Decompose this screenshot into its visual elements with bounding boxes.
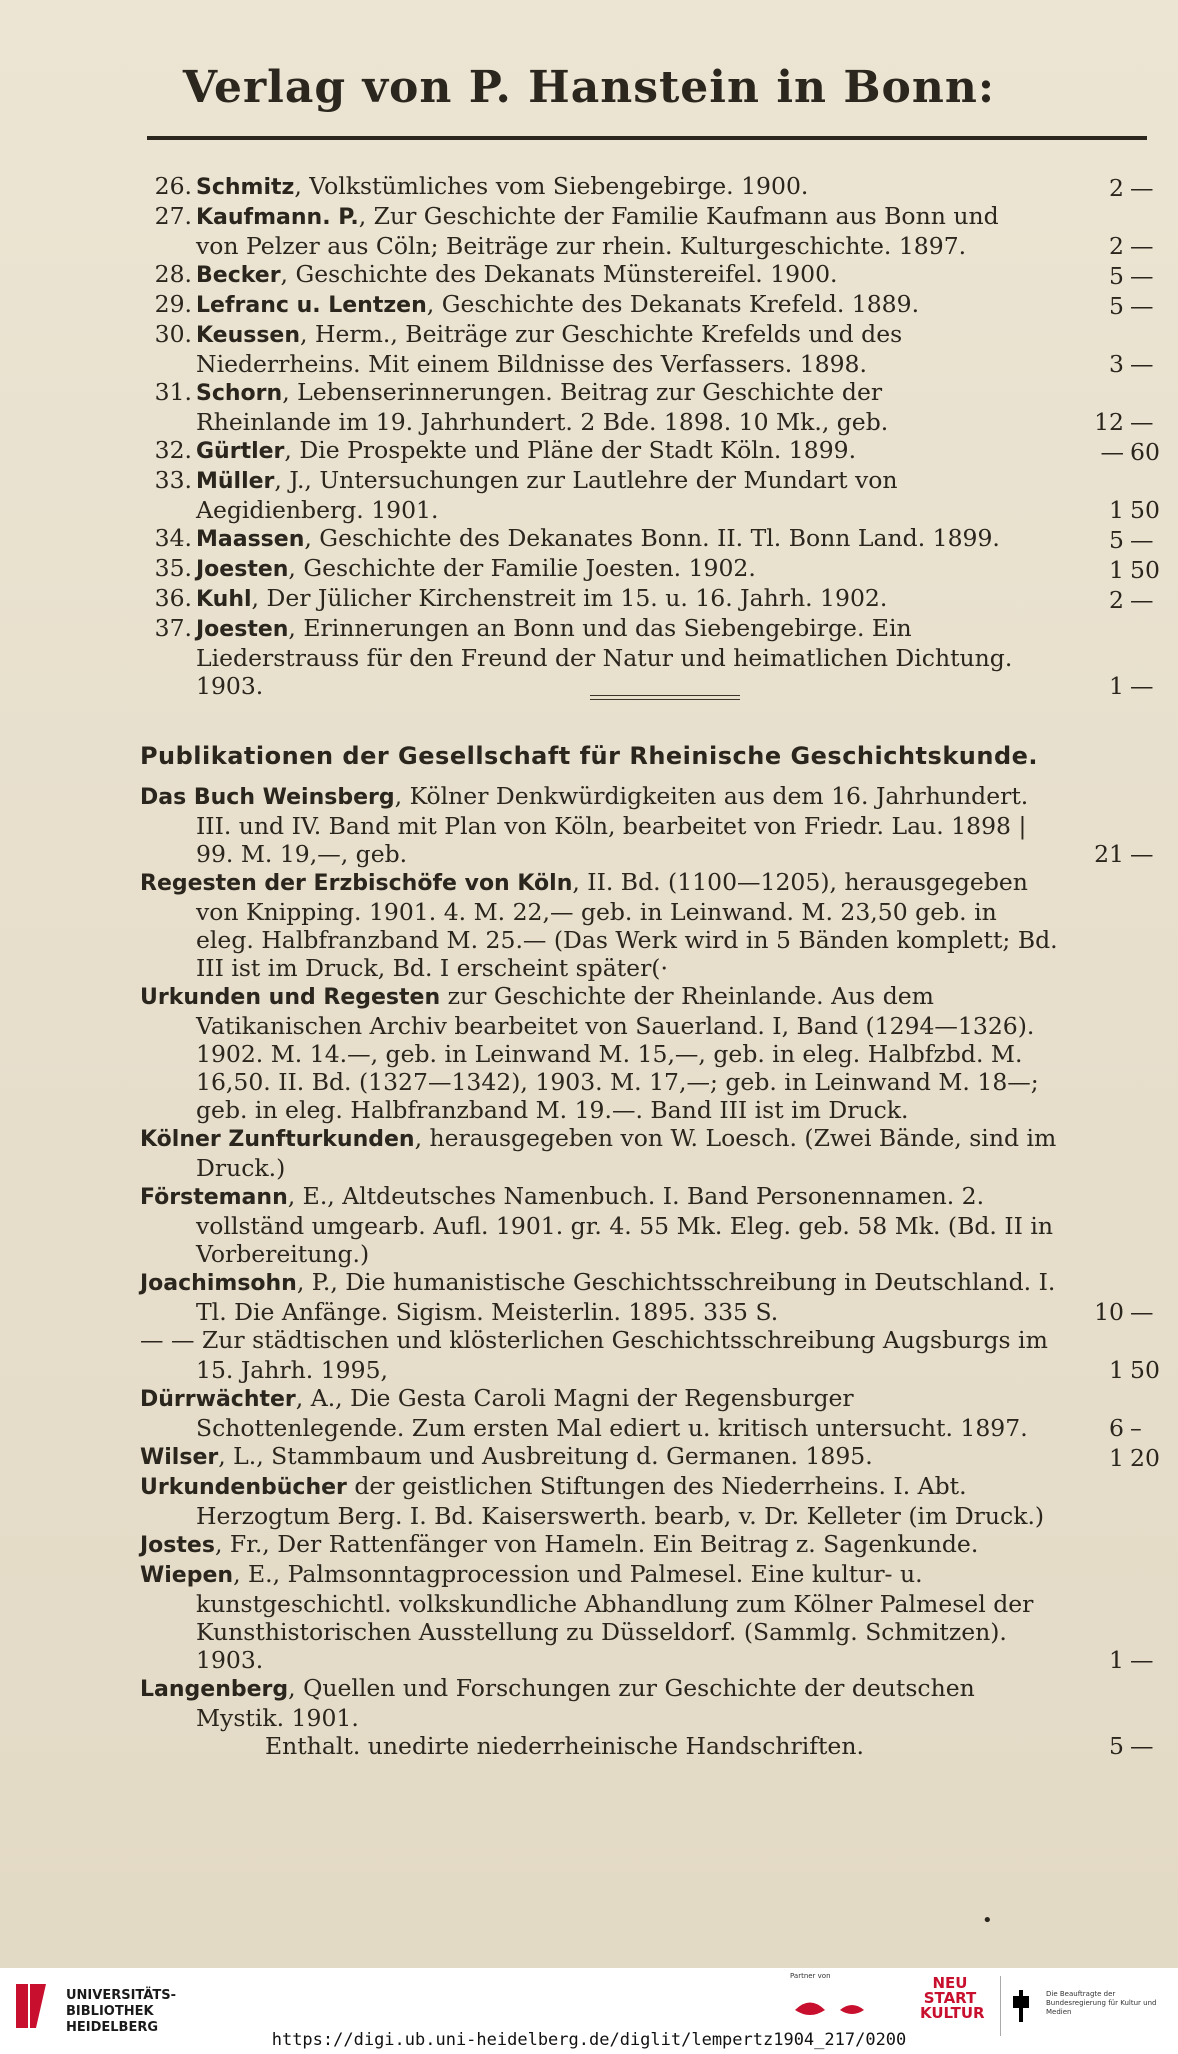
entry-number: 27. [154,202,192,230]
publication-text [140,868,1060,982]
publication-price [1090,1356,1160,1384]
entry-price [1090,408,1160,436]
entry-number: 30. [154,320,192,348]
publication-note: Enthalt. unedirte niederrheinische Handschriften. [265,1732,864,1760]
publication-text [140,782,1060,868]
publication-text [140,1530,1060,1560]
publication-title: Urkunden und Regesten [140,985,441,1010]
publication-description: — — Zur städtischen und klösterlichen Geschichtsschreibung Augsburgs im 15. Jahrh. 1995, [140,1326,1048,1384]
catalog-entry [140,554,1160,584]
catalog-entry [140,320,1160,378]
price-pfennig: 50 [1130,556,1160,584]
publication-description: , Kölner Denkwürdigkeiten aus dem 16. Jahrhundert. III. und IV. Band mit Plan von Köln, bearbeitet von Friedr. Lau. 1898 | 99. M. 19,—, geb. [196,782,1029,868]
publication-entry [140,868,1160,982]
publication-description: , Quellen und Forschungen zur Geschichte der deutschen Mystik. 1901. [196,1674,975,1732]
publication-entry [140,1442,1160,1472]
entry-author: Joesten [196,617,289,642]
entry-price [1090,350,1160,378]
publication-description: , A., Die Gesta Caroli Magni der Regensburger Schottenlegende. Zum ersten Mal ediert u. kritisch untersucht. 1897. [196,1384,1028,1442]
price-marks: 1 [1109,496,1124,524]
publication-price [1090,1298,1160,1326]
entry-author: Joesten [196,557,289,582]
price-pfennig: 20 [1130,1444,1160,1472]
bkm-text: Die Beauftragte der Bundesregierung für Kultur und Medien [1046,1990,1157,2016]
entry-author: Maassen [196,527,305,552]
price-pfennig: — [1130,840,1154,868]
price-marks: 5 [1109,262,1124,290]
publication-description: , II. Bd. (1100—1205), herausgegeben von Knipping. 1901. 4. M. 22,— geb. in Leinwand. M. 23,50 geb. in eleg. Halbfranzband M. 25.— (Das Werk wird in 5 Bänden komplett; Bd. III ist im Druck, Bd. I erscheint später(· [196,868,1058,982]
catalog-entries [140,172,1160,700]
price-marks: 2 [1109,586,1124,614]
price-pfennig: — [1130,262,1154,290]
publication-entry [140,1384,1160,1442]
publication-description: zur Geschichte der Rheinlande. Aus dem Vatikanischen Archiv bearbeitet von Sauerland. I, Band (1294—1326). 1902. M. 14.—, geb. in Leinwand M. 15,—, geb. in eleg. Halbfzbd. M. 16,50. II. Bd. (1327—1342), 1903. M. 17,—; geb. in Leinwand M. 18—; geb. in eleg. Halbfranzband M. 19.—. Band III ist im Druck. [196,982,1039,1124]
price-marks: 5 [1109,292,1124,320]
publication-title: Kölner Zunfturkunden [140,1127,415,1152]
publication-text [140,1124,1060,1182]
publication-entry [140,1674,1160,1760]
neustart-kultur-logo[interactable]: NEU START KULTUR [920,1974,985,2022]
price-marks: 5 [1109,1732,1124,1760]
price-marks: 1 [1109,1646,1124,1674]
publication-title: Wilser [140,1445,219,1470]
entry-description: , Geschichte des Dekanates Bonn. II. Tl. Bonn Land. 1899. [304,524,1000,552]
publication-entry [140,1124,1160,1182]
entry-number: 33. [154,466,192,494]
publication-text [140,1326,1060,1384]
entry-description: , Die Prospekte und Pläne der Stadt Köln. 1899. [284,436,857,464]
publication-title: Wiepen [140,1563,234,1588]
entry-description: , Geschichte des Dekanats Krefeld. 1889. [426,290,920,318]
publication-title: Joachimsohn [140,1271,297,1296]
price-pfennig: 50 [1130,1356,1160,1384]
price-marks: — [1100,438,1124,466]
price-pfennig: 50 [1130,496,1160,524]
catalog-entry [140,436,1160,466]
publication-title: Urkundenbücher [140,1475,347,1500]
page-title: Verlag von P. Hanstein in Bonn: [182,62,996,113]
entry-price [1090,232,1160,260]
catalog-entry [140,466,1160,524]
price-marks: 10 [1094,1298,1124,1326]
price-marks: 5 [1109,526,1124,554]
entry-number: 34. [154,524,192,552]
price-pfennig: — [1130,232,1154,260]
entry-price [1090,586,1160,614]
entry-description: , Herm., Beiträge zur Geschichte Krefelds und des Niederrheins. Mit einem Bildnisse des Verfassers. 1898. [196,320,903,378]
catalog-entry [140,614,1160,700]
publication-entry [140,1326,1160,1384]
entry-description: , Volkstümliches vom Siebengebirge. 1900. [294,172,809,200]
entry-text [196,202,1016,260]
entry-author: Schmitz [196,175,295,200]
publication-description: der geistlichen Stiftungen des Niederrheins. I. Abt. Herzogtum Berg. I. Bd. Kaiserswerth. bearb, v. Dr. Kelleter (im Druck.) [196,1472,1045,1530]
publication-entry [140,982,1160,1124]
source-url[interactable]: https://digi.ub.uni-heidelberg.de/diglit/lempertz1904_217/0200 [271,2030,907,2050]
publication-price [1090,1732,1160,1760]
entry-number: 32. [154,436,192,464]
entry-text [196,466,1016,524]
price-marks: 2 [1109,232,1124,260]
catalog-entry [140,172,1160,202]
entry-price [1090,672,1160,700]
entry-author: Gürtler [196,439,285,464]
entry-price [1090,556,1160,584]
ink-mark: • [982,1910,993,1931]
price-marks: 12 [1094,408,1124,436]
price-marks: 1 [1109,672,1124,700]
price-marks: 3 [1109,350,1124,378]
entry-description: , Der Jülicher Kirchenstreit im 15. u. 16. Jahrh. 1902. [251,584,888,612]
partner-bird-icon [790,1990,890,2030]
entry-number: 35. [154,554,192,582]
entry-number: 26. [154,172,192,200]
publication-text [140,1182,1060,1268]
bkm-logo[interactable] [1000,1976,1166,2036]
publication-title: Regesten der Erzbischöfe von Köln [140,871,573,896]
publication-price [1090,1444,1160,1472]
entry-text [196,584,1016,614]
publication-description: , L., Stammbaum und Ausbreitung d. Germanen. 1895. [218,1442,873,1470]
publication-title: Jostes [140,1533,215,1558]
entry-text [196,260,1016,290]
entry-text [196,554,1016,584]
entry-price [1090,526,1160,554]
publication-text [140,982,1060,1124]
entry-number: 37. [154,614,192,642]
entry-description: , Erinnerungen an Bonn und das Siebengebirge. Ein Liederstrauss für den Freund der Natur und heimatlichen Dichtung. 1903. [196,614,1013,700]
entry-number: 28. [154,260,192,288]
publication-description: , herausgegeben von W. Loesch. (Zwei Bände, sind im Druck.) [196,1124,1057,1182]
publication-text [140,1442,1060,1472]
price-pfennig: — [1130,1732,1154,1760]
entry-number: 36. [154,584,192,612]
price-pfennig: — [1130,350,1154,378]
publication-entry [140,1472,1160,1530]
entry-text [196,378,1016,436]
publication-text [140,1674,1060,1732]
section-divider [590,695,740,700]
catalog-entry [140,378,1160,436]
publications-list [140,782,1160,1760]
price-marks: 21 [1094,840,1124,868]
entry-author: Müller [196,469,275,494]
price-pfennig: — [1130,526,1154,554]
price-pfennig: — [1130,174,1154,202]
price-pfennig: — [1130,292,1154,320]
entry-text [196,172,1016,202]
publication-description: , P., Die humanistische Geschichtsschreibung in Deutschland. I. Tl. Die Anfänge. Sigism. Meisterlin. 1895. 335 S. [196,1268,1056,1326]
catalog-entry [140,202,1160,260]
partner-label: Partner von [790,1972,831,1980]
price-pfennig: – [1130,1414,1142,1442]
publication-title: Langenberg [140,1677,289,1702]
publication-description: , E., Altdeutsches Namenbuch. I. Band Personennamen. 2. vollständ umgearb. Aufl. 1901. gr. 4. 55 Mk. Eleg. geb. 58 Mk. (Bd. II in Vorbereitung.) [196,1182,1054,1268]
publication-text [140,1560,1060,1674]
price-pfennig: — [1130,586,1154,614]
publication-text [140,1268,1060,1326]
entry-text [196,436,1016,466]
publication-price [1090,1414,1160,1442]
price-marks: 1 [1109,556,1124,584]
entry-description: , Geschichte der Familie Joesten. 1902. [288,554,756,582]
entry-text [196,524,1016,554]
publication-title: Das Buch Weinsberg [140,785,395,810]
publication-entry [140,1268,1160,1326]
entry-description: , Zur Geschichte der Familie Kaufmann aus Bonn und von Pelzer aus Cöln; Beiträge zur rhein. Kulturgeschichte. 1897. [196,202,999,260]
section-title: Publikationen der Gesellschaft für Rheinische Geschichtskunde. [139,742,1039,770]
entry-author: Lefranc u. Lentzen [196,293,427,318]
publication-entry [140,1530,1160,1560]
price-marks: 6 [1109,1414,1124,1442]
entry-number: 29. [154,290,192,318]
title-rule [147,136,1147,140]
entry-number: 31. [154,378,192,406]
entry-author: Kuhl [196,587,252,612]
entry-description: , J., Untersuchungen zur Lautlehre der Mundart von Aegidienberg. 1901. [196,466,898,524]
publication-title: Förstemann [140,1185,288,1210]
catalog-entry [140,260,1160,290]
publication-text [140,1472,1060,1530]
entry-price [1090,496,1160,524]
price-pfennig: — [1130,672,1154,700]
price-marks: 1 [1109,1356,1124,1384]
entry-description: , Lebenserinnerungen. Beitrag zur Geschichte der Rheinlande im 19. Jahrhundert. 2 Bde. 1898. 10 Mk., geb. [196,378,889,436]
price-pfennig: 60 [1130,438,1160,466]
eagle-icon [1009,1986,1039,2026]
publication-entry [140,1182,1160,1268]
price-pfennig: — [1130,1646,1154,1674]
publication-price [1090,840,1160,868]
entry-author: Keussen [196,323,301,348]
ub-logo-icon [12,1980,60,2032]
entry-text [196,614,1016,700]
entry-price [1090,292,1160,320]
library-name: UNIVERSITÄTS- BIBLIOTHEK HEIDELBERG [66,1988,176,2035]
publication-description: , E., Palmsonntagprocession und Palmesel. Eine kultur- u. kunstgeschichtl. volkskundliche Abhandlung zum Kölner Palmesel der Kunsthistorischen Ausstellung zu Düsseldorf. (Sammlg. Schmitzen). 1903. [196,1560,1034,1674]
entry-author: Schorn [196,381,283,406]
entry-description: , Geschichte des Dekanats Münstereifel. 1900. [280,260,838,288]
publication-entry [140,782,1160,868]
entry-price [1090,262,1160,290]
catalog-entry [140,524,1160,554]
price-marks: 1 [1109,1444,1124,1472]
publication-title: Dürrwächter [140,1387,296,1412]
publication-description: , Fr., Der Rattenfänger von Hameln. Ein Beitrag z. Sagenkunde. [214,1530,979,1558]
price-pfennig: — [1130,408,1154,436]
entry-price [1090,438,1160,466]
catalog-entry [140,584,1160,614]
catalog-entry [140,290,1160,320]
entry-text [196,290,1016,320]
entry-author: Becker [196,263,281,288]
entry-author: Kaufmann. P. [196,205,359,230]
publication-entry [140,1560,1160,1674]
publication-price [1090,1646,1160,1674]
publication-text [140,1384,1060,1442]
entry-price [1090,174,1160,202]
entry-text [196,320,1016,378]
price-pfennig: — [1130,1298,1154,1326]
price-marks: 2 [1109,174,1124,202]
